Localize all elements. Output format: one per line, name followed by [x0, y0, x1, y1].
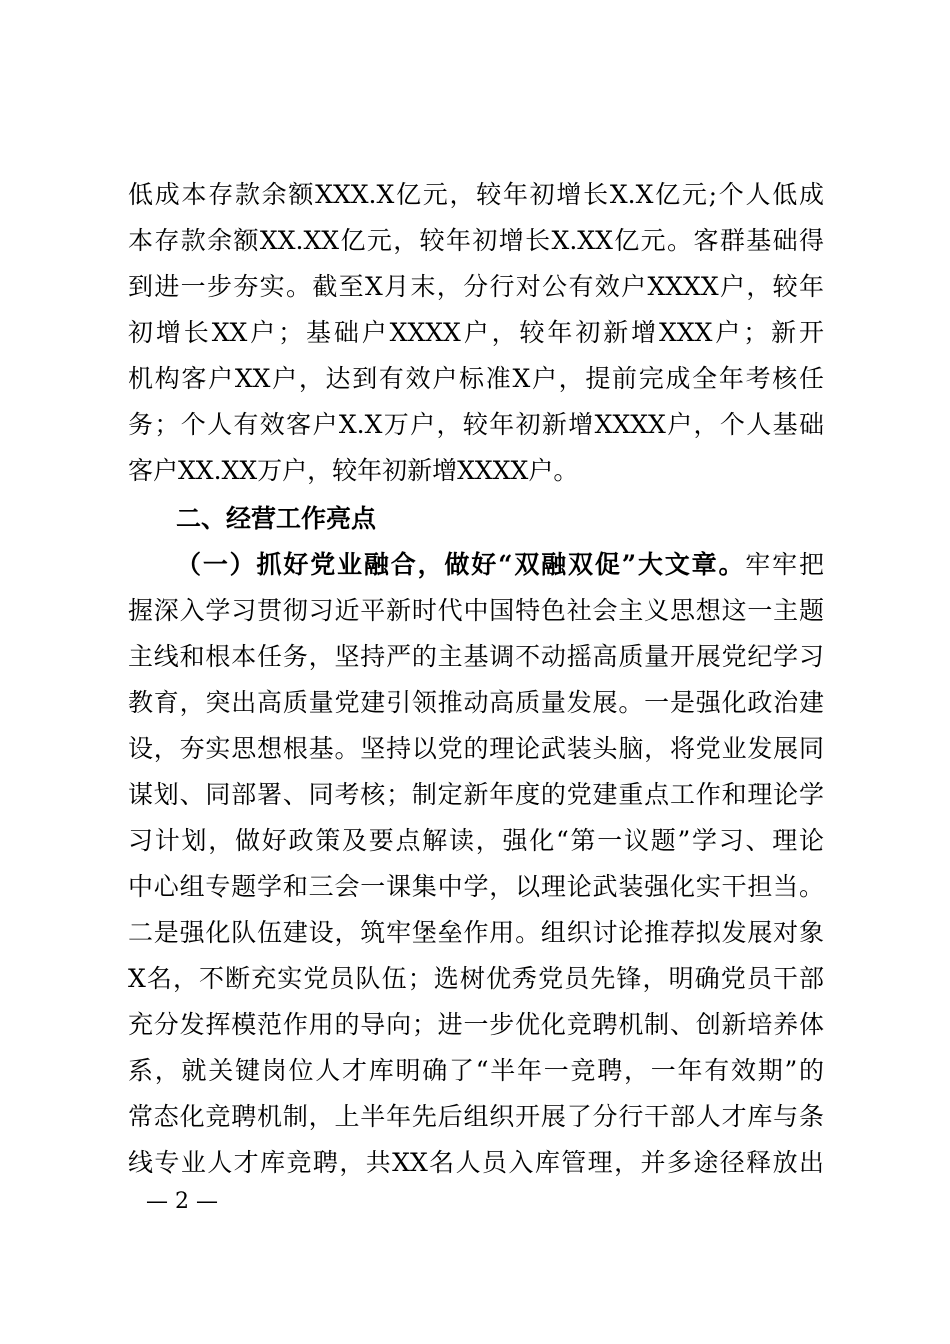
text-line: 设，夯实思想根基。坚持以党的理论武装头脑，将党业发展同: [128, 734, 824, 763]
text-line: 线专业人才库竞聘，共XX名人员入库管理，并多途径释放出: [128, 1148, 824, 1177]
text-line: 中心组专题学和三会一课集中学，以理论武装强化实干担当。: [128, 872, 824, 901]
text-line: 本存款余额XX.XX亿元，较年初增长X.XX亿元。客群基础得: [128, 226, 824, 255]
text-line: 机构客户XX户，达到有效户标准X户，提前完成全年考核任: [128, 364, 824, 393]
section-heading: 二、经营工作亮点: [176, 504, 377, 533]
page-number: — 2 —: [146, 1189, 218, 1214]
text-line: 教育，突出高质量党建引领推动高质量发展。一是强化政治建: [128, 688, 824, 717]
subsection-heading: （一）抓好党业融合，做好“双融双促”大文章。: [176, 550, 746, 579]
text-line: 谋划、同部署、同考核；制定新年度的党建重点工作和理论学: [128, 780, 824, 809]
text-line: 到进一步夯实。截至X月末，分行对公有效户XXXX户，较年: [128, 272, 824, 301]
text-line: 务；个人有效客户X.X万户，较年初新增XXXX户，个人基础: [128, 410, 824, 439]
text-line: 常态化竞聘机制，上半年先后组织开展了分行干部人才库与条: [128, 1102, 824, 1131]
text-line: 初增长XX户；基础户XXXX户，较年初新增XXX户；新开: [128, 318, 824, 347]
text-line: 习计划，做好政策及要点解读，强化“第一议题”学习、理论: [128, 826, 824, 855]
text-line: 充分发挥模范作用的导向；进一步优化竞聘机制、创新培养体: [128, 1010, 824, 1039]
text-line: X名，不断充实党员队伍；选树优秀党员先锋，明确党员干部: [128, 964, 824, 993]
paragraph-first-line: [176, 542, 824, 588]
text-line: 系，就关键岗位人才库明确了“半年一竞聘，一年有效期”的: [128, 1056, 824, 1085]
text-line: 握深入学习贯彻习近平新时代中国特色社会主义思想这一主题: [128, 596, 824, 625]
text-line: 低成本存款余额XXX.X亿元，较年初增长X.X亿元;个人低成: [128, 180, 824, 209]
text-line: 客户XX.XX万户，较年初新增XXXX户。: [128, 456, 579, 485]
text-fragment: 牢牢把: [745, 550, 824, 579]
text-line: 主线和根本任务，坚持严的主基调不动摇高质量开展党纪学习: [128, 642, 824, 671]
text-line: 二是强化队伍建设，筑牢堡垒作用。组织讨论推荐拟发展对象: [128, 918, 824, 947]
